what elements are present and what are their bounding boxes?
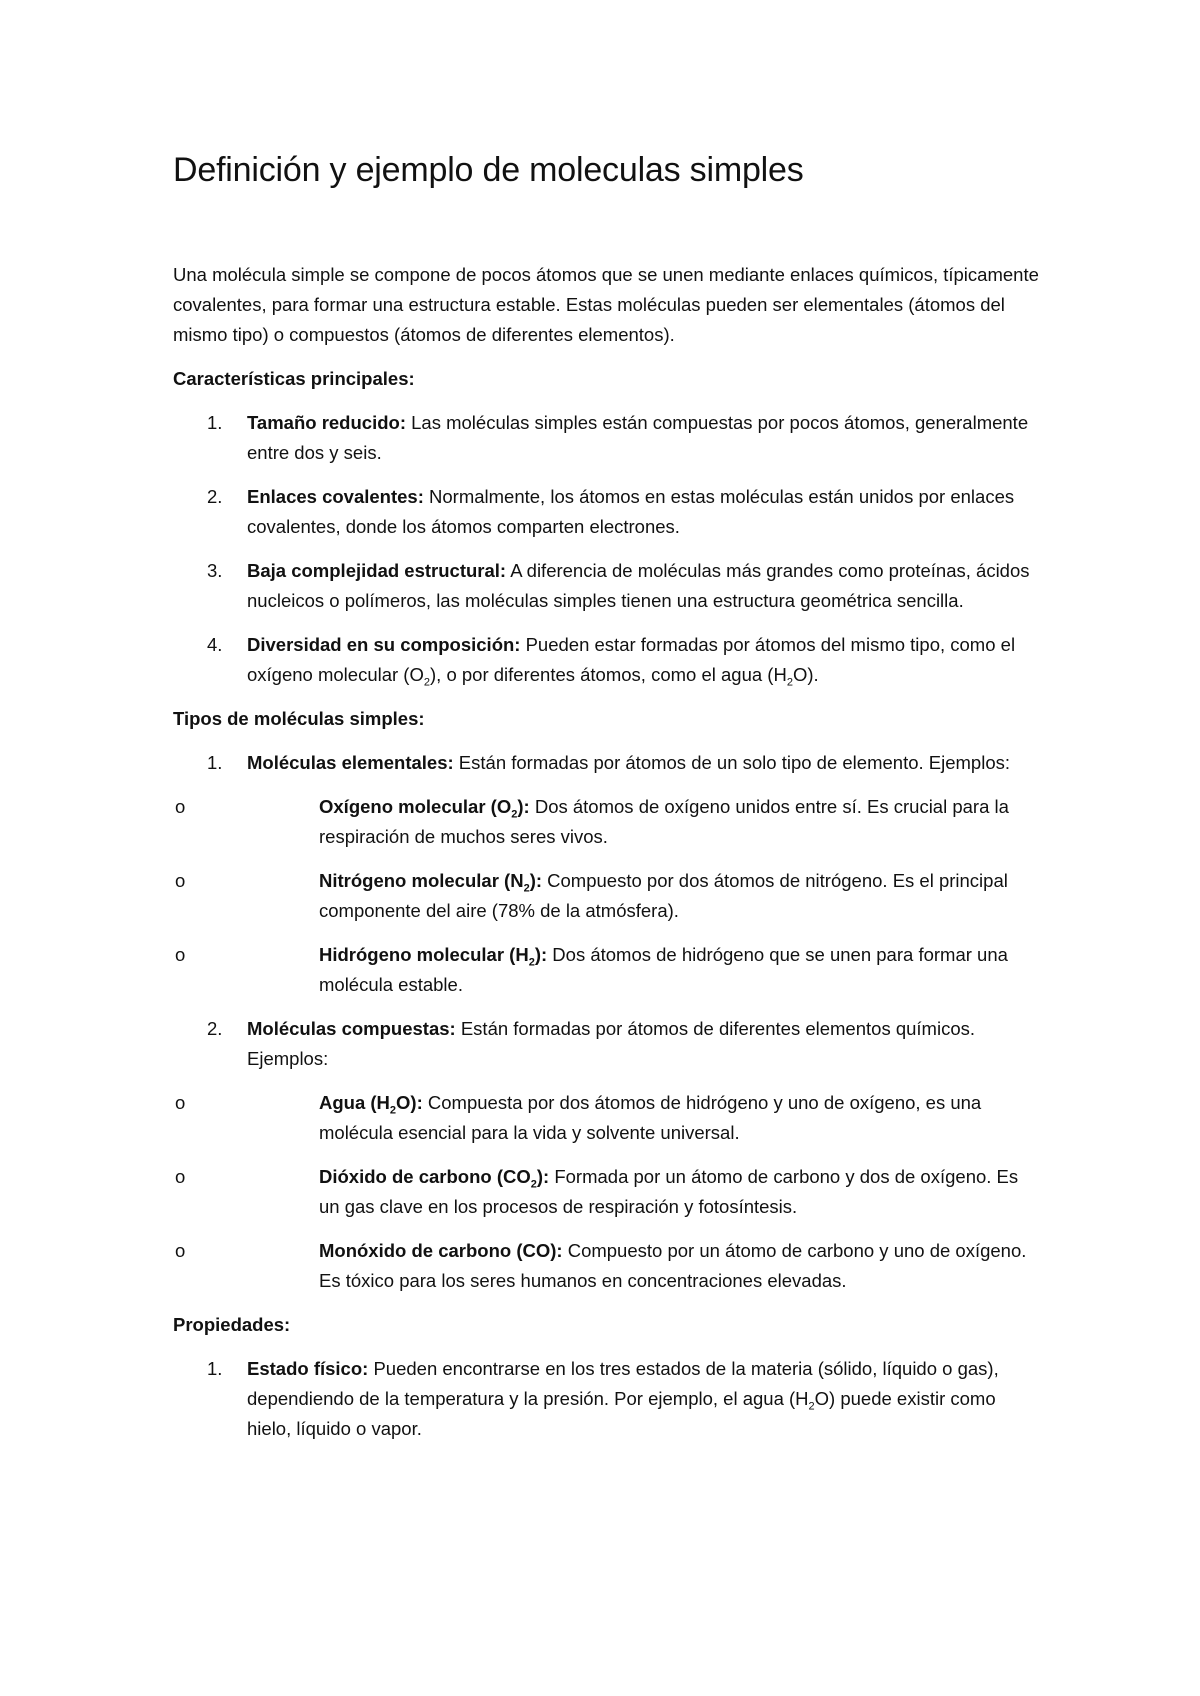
item-term: Tamaño reducido:	[247, 412, 406, 433]
item-text: Están formadas por átomos de un solo tipo de elemento. Ejemplos:	[453, 752, 1011, 773]
example-text: Compuesta por dos átomos de hidrógeno y uno de oxígeno, es una molécula esencial para la vida y solvente universal.	[319, 1092, 982, 1143]
list-number: 4.	[207, 634, 223, 655]
example-term: Oxígeno molecular $(O_2)$:	[319, 796, 530, 821]
list-number: 3.	[207, 560, 223, 581]
example-term: Hidrógeno molecular $(H_2)$:	[319, 944, 548, 969]
list-number: 2.	[207, 1018, 223, 1039]
subscript: 2	[389, 1104, 397, 1117]
item-text: Pueden estar formadas por átomos del mismo tipo, como el oxígeno molecular (O	[247, 634, 1016, 685]
example-item	[175, 1088, 1043, 1148]
section-heading-tipos: Tipos de moléculas simples:	[173, 708, 425, 729]
bullet-icon: o	[175, 1092, 186, 1113]
bullet-icon: o	[175, 1166, 186, 1187]
example-term: Agua $(H_2O)$:	[319, 1092, 423, 1117]
item-text: O) puede existir como hielo, líquido o vapor.	[247, 1388, 996, 1439]
example-term: Nitrógeno molecular $(N_2)$:	[319, 870, 543, 895]
list-number: 1.	[207, 1358, 223, 1379]
bullet-icon: o	[175, 944, 186, 965]
bullet-icon: o	[175, 796, 186, 817]
item-term: Enlaces covalentes:	[247, 486, 424, 507]
caracteristicas-list	[173, 408, 1043, 690]
list-item	[173, 630, 1043, 690]
section-heading-caracteristicas: Características principales:	[173, 368, 415, 389]
item-text: Pueden encontrarse en los tres estados de la materia (sólido, líquido o gas), dependiendo de la temperatura y la presión. Por ejemplo, el agua (H	[247, 1358, 999, 1409]
item-text: Normalmente, los átomos en estas moléculas están unidos por enlaces covalentes, donde los átomos comparten electrones.	[247, 486, 1015, 537]
list-item	[173, 482, 1043, 542]
item-term: Estado físico:	[247, 1358, 369, 1379]
list-item	[173, 408, 1043, 468]
document-body	[173, 146, 1043, 1458]
example-term: Dióxido de carbono $(CO_2)$:	[319, 1166, 550, 1191]
examples-list	[175, 792, 1043, 1000]
item-term: Diversidad en su composición:	[247, 634, 521, 655]
list-item	[173, 1354, 1043, 1444]
item-term: Baja complejidad estructural:	[247, 560, 507, 581]
example-item	[175, 940, 1043, 1000]
list-item	[173, 1014, 1043, 1296]
example-text: Dos átomos de oxígeno unidos entre sí. Es crucial para la respiración de muchos seres vivos.	[319, 796, 1009, 847]
item-term: Moléculas elementales:	[247, 752, 454, 773]
example-item	[175, 1162, 1043, 1222]
subscript: 2	[511, 808, 518, 821]
example-item	[175, 866, 1043, 926]
example-text: Formada por un átomo de carbono y dos de oxígeno. Es un gas clave en los procesos de respiración y fotosíntesis.	[319, 1166, 1019, 1217]
item-text: O).	[792, 664, 819, 685]
bullet-icon: o	[175, 870, 186, 891]
example-text: Compuesto por dos átomos de nitrógeno. Es el principal componente del aire (78% de la atmósfera).	[319, 870, 1008, 921]
list-number: 1.	[207, 752, 223, 773]
example-item	[175, 792, 1043, 852]
bullet-icon: o	[175, 1240, 186, 1261]
example-term: Monóxido de carbono (CO):	[319, 1240, 563, 1261]
example-item	[175, 1236, 1043, 1296]
item-text: ), o por diferentes átomos, como el agua (H	[430, 664, 787, 685]
tipos-list	[173, 748, 1043, 1296]
item-text: A diferencia de moléculas más grandes como proteínas, ácidos nucleicos o polímeros, las moléculas simples tienen una estructura geométrica sencilla.	[247, 560, 1030, 611]
subscript: 2	[523, 882, 530, 895]
example-text: Compuesto por un átomo de carbono y uno de oxígeno. Es tóxico para los seres humanos en concentraciones elevadas.	[319, 1240, 1027, 1291]
page-title: Definición y ejemplo de moleculas simples	[173, 151, 804, 189]
intro-paragraph: Una molécula simple se compone de pocos átomos que se unen mediante enlaces químicos, típicamente covalentes, para formar una estructura estable. Estas moléculas pueden ser elementales (átomos del mismo tipo) o compuestos (átomos de diferentes elementos).	[173, 264, 1039, 345]
examples-list	[175, 1088, 1043, 1296]
item-text: Están formadas por átomos de diferentes elementos químicos. Ejemplos:	[247, 1018, 975, 1069]
subscript: 2	[528, 956, 535, 969]
section-heading-propiedades: Propiedades:	[173, 1314, 291, 1335]
item-term: Moléculas compuestas:	[247, 1018, 456, 1039]
item-text: Las moléculas simples están compuestas por pocos átomos, generalmente entre dos y seis.	[247, 412, 1029, 463]
list-item	[173, 556, 1043, 616]
subscript: 2	[808, 1400, 815, 1413]
list-number: 2.	[207, 486, 223, 507]
list-number: 1.	[207, 412, 223, 433]
example-text: Dos átomos de hidrógeno que se unen para formar una molécula estable.	[319, 944, 1008, 995]
propiedades-list	[173, 1354, 1043, 1444]
subscript: 2	[530, 1178, 537, 1191]
list-item	[173, 748, 1043, 1000]
subscript: 2	[786, 676, 793, 689]
subscript: 2	[423, 676, 430, 689]
